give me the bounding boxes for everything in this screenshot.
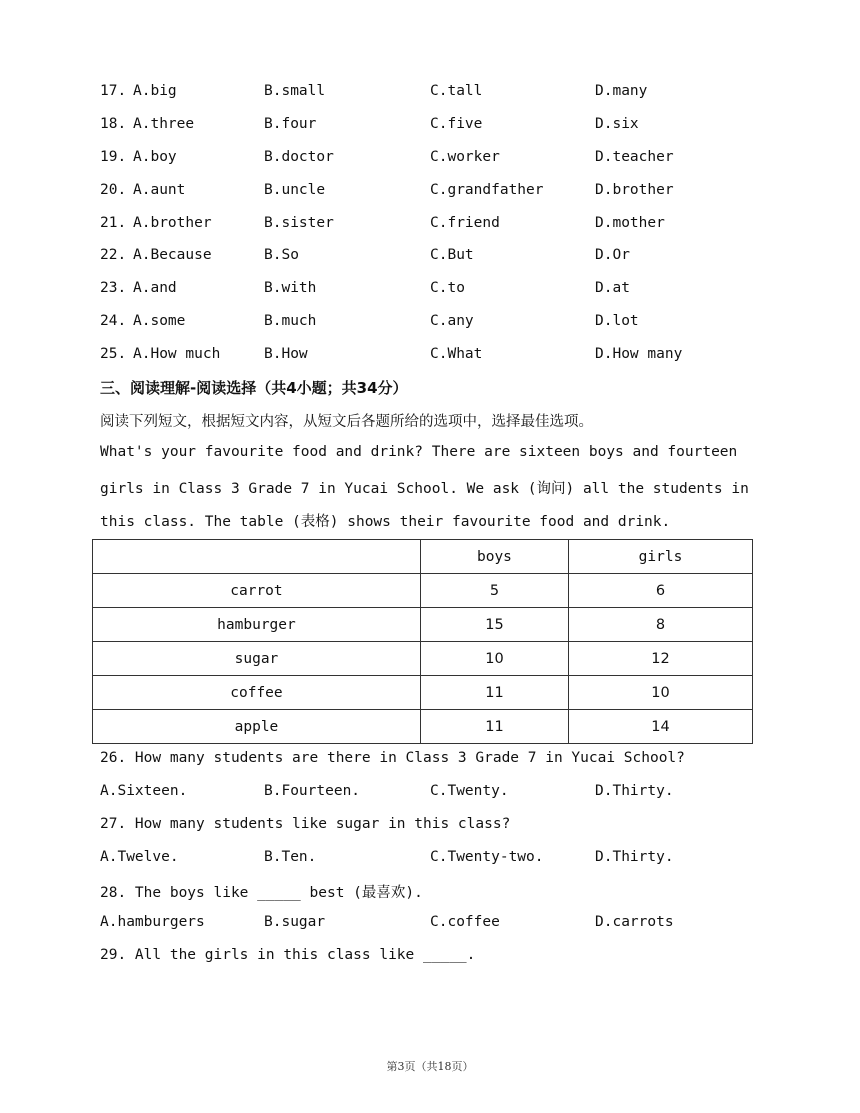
option-b: B.sister: [264, 215, 334, 231]
option-b: B.with: [264, 280, 317, 296]
passage-line-3: this class. The table (表格) shows their favourite food and drink.: [100, 514, 671, 530]
option-d: D.at: [595, 280, 630, 296]
option-c: C.worker: [430, 149, 500, 165]
question-number: 22.: [100, 247, 127, 263]
option-b: B.small: [264, 83, 326, 99]
option-c: C.grandfather: [430, 182, 544, 198]
option-d: D.Or: [595, 247, 630, 263]
question-number: 17.: [100, 83, 127, 99]
reading-question-28: 28. The boys like _____ best (最喜欢).: [100, 885, 423, 901]
table-header-cell: boys: [420, 540, 568, 574]
table-cell: 12: [568, 642, 752, 676]
favourite-food-table: [92, 539, 753, 744]
option-d: D.How many: [595, 346, 683, 362]
table-row: [93, 642, 753, 676]
table-row: [93, 574, 753, 608]
option-b: B.doctor: [264, 149, 334, 165]
option-c: C.five: [430, 116, 483, 132]
reading-options-28: [100, 914, 780, 934]
mc-question-25: [100, 346, 780, 366]
table-cell: apple: [93, 710, 421, 744]
option-b: B.four: [264, 116, 317, 132]
option-a: A.and: [133, 280, 177, 296]
option-d: D.brother: [595, 182, 674, 198]
option-d: D.lot: [595, 313, 639, 329]
option-c: C.tall: [430, 83, 483, 99]
table-row: [93, 676, 753, 710]
option-b: B.sugar: [264, 914, 326, 930]
reading-question-27: 27. How many students like sugar in this class?: [100, 816, 511, 832]
option-d: D.six: [595, 116, 639, 132]
option-c: C.But: [430, 247, 474, 263]
reading-options-26: [100, 783, 780, 803]
option-a: A.some: [133, 313, 186, 329]
option-c: C.to: [430, 280, 465, 296]
question-number: 25.: [100, 346, 127, 362]
option-b: B.uncle: [264, 182, 326, 198]
table-cell: 5: [420, 574, 568, 608]
table-header-cell: [93, 540, 421, 574]
option-d: D.Thirty.: [595, 783, 674, 799]
option-b: B.How: [264, 346, 308, 362]
mc-question-20: [100, 182, 780, 202]
mc-question-21: [100, 215, 780, 235]
table-cell: 10: [420, 642, 568, 676]
section-heading: 三、阅读理解-阅读选择（共4小题；共34分）: [100, 379, 408, 397]
passage-line-2: girls in Class 3 Grade 7 in Yucai School. We ask (询问) all the students in: [100, 481, 749, 497]
table-cell: 11: [420, 676, 568, 710]
passage-line-1: What's your favourite food and drink? There are sixteen boys and fourteen: [100, 444, 738, 460]
reading-options-27: [100, 849, 780, 869]
option-c: C.Twenty-two.: [430, 849, 544, 865]
table-row: [93, 608, 753, 642]
option-c: C.any: [430, 313, 474, 329]
table-cell: 6: [568, 574, 752, 608]
reading-question-29: 29. All the girls in this class like _____.: [100, 947, 476, 963]
question-number: 21.: [100, 215, 127, 231]
option-c: C.friend: [430, 215, 500, 231]
table-cell: 15: [420, 608, 568, 642]
option-b: B.much: [264, 313, 317, 329]
table-cell: coffee: [93, 676, 421, 710]
mc-question-22: [100, 247, 780, 267]
option-c: C.Twenty.: [430, 783, 509, 799]
option-a: A.Because: [133, 247, 212, 263]
option-d: D.teacher: [595, 149, 674, 165]
option-d: D.carrots: [595, 914, 674, 930]
option-a: A.Sixteen.: [100, 783, 188, 799]
section-instruction: 阅读下列短文，根据短文内容，从短文后各题所给的选项中，选择最佳选项。: [100, 414, 593, 430]
option-c: C.coffee: [430, 914, 500, 930]
mc-question-17: [100, 83, 780, 103]
option-d: D.many: [595, 83, 648, 99]
option-b: B.Ten.: [264, 849, 317, 865]
question-number: 24.: [100, 313, 127, 329]
table-header-cell: girls: [568, 540, 752, 574]
table-cell: 11: [420, 710, 568, 744]
question-number: 19.: [100, 149, 127, 165]
table-cell: 10: [568, 676, 752, 710]
option-a: A.big: [133, 83, 177, 99]
mc-question-23: [100, 280, 780, 300]
mc-question-24: [100, 313, 780, 333]
option-a: A.aunt: [133, 182, 186, 198]
option-c: C.What: [430, 346, 483, 362]
option-a: A.hamburgers: [100, 914, 205, 930]
option-b: B.So: [264, 247, 299, 263]
option-a: A.brother: [133, 215, 212, 231]
table-cell: carrot: [93, 574, 421, 608]
option-a: A.Twelve.: [100, 849, 179, 865]
question-number: 18.: [100, 116, 127, 132]
table-row: [93, 710, 753, 744]
option-a: A.How much: [133, 346, 221, 362]
table-header-row: [93, 540, 753, 574]
option-d: D.mother: [595, 215, 665, 231]
option-a: A.three: [133, 116, 195, 132]
option-d: D.Thirty.: [595, 849, 674, 865]
question-number: 23.: [100, 280, 127, 296]
option-b: B.Fourteen.: [264, 783, 361, 799]
page-footer: 第3页（共18页）: [386, 1060, 474, 1073]
table-cell: 14: [568, 710, 752, 744]
reading-question-26: 26. How many students are there in Class 3 Grade 7 in Yucai School?: [100, 750, 685, 766]
mc-question-18: [100, 116, 780, 136]
question-number: 20.: [100, 182, 127, 198]
option-a: A.boy: [133, 149, 177, 165]
table-cell: hamburger: [93, 608, 421, 642]
table-cell: sugar: [93, 642, 421, 676]
mc-question-19: [100, 149, 780, 169]
table-cell: 8: [568, 608, 752, 642]
